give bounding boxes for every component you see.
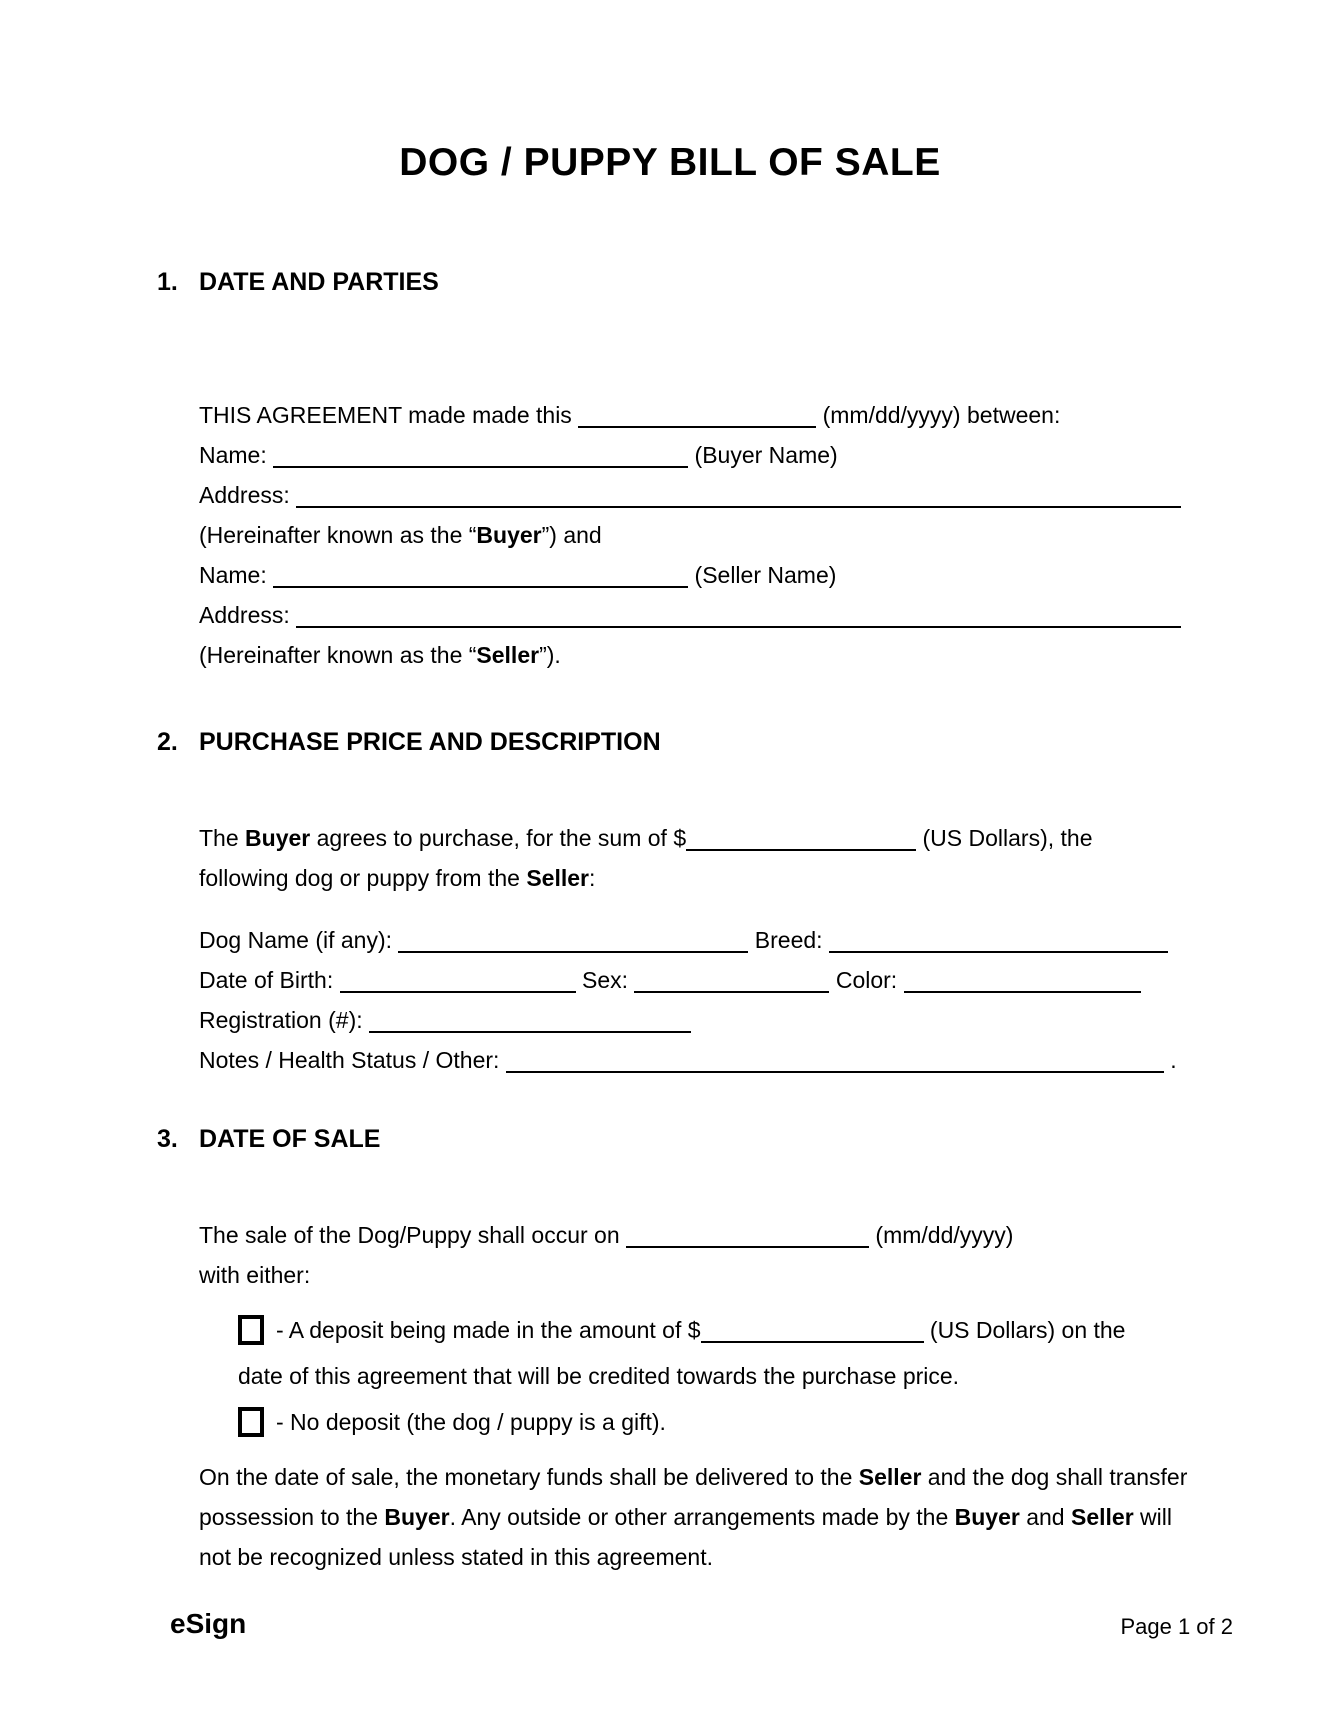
- section-date-and-parties: [0, 268, 1340, 675]
- sections-container: [0, 268, 1340, 1577]
- text-segment: Dog Name (if any):: [199, 927, 399, 953]
- blank-field[interactable]: [296, 606, 1181, 628]
- text-segment: ”) and: [541, 522, 602, 548]
- text-segment: Buyer: [954, 1504, 1020, 1530]
- text-segment: The sale of the Dog/Puppy shall occur on: [199, 1222, 627, 1248]
- text-segment: Name:: [199, 442, 274, 468]
- section-body: [199, 395, 1340, 675]
- checkbox-options: [199, 1307, 1340, 1445]
- text-segment: will not be recognized unless stated in this agreement.: [199, 1504, 1172, 1570]
- text-segment: Registration (#):: [199, 1007, 370, 1033]
- text-segment: Notes / Health Status / Other:: [199, 1047, 506, 1073]
- form-line: [199, 920, 1340, 960]
- blank-field[interactable]: [829, 931, 1168, 953]
- text-segment: Address:: [199, 602, 297, 628]
- form-line: [199, 635, 1340, 675]
- text-segment: Date of Birth:: [199, 967, 340, 993]
- blank-field[interactable]: [273, 446, 688, 468]
- text-segment: Seller: [1070, 1504, 1134, 1530]
- form-line: [238, 1399, 1340, 1445]
- blank-field[interactable]: [578, 406, 816, 428]
- form-line: [199, 1000, 1340, 1040]
- text-segment: Color:: [829, 967, 904, 993]
- text-segment: Seller: [858, 1464, 922, 1490]
- blank-field[interactable]: [904, 971, 1141, 993]
- text-segment: Name:: [199, 562, 274, 588]
- text-segment: Breed:: [748, 927, 829, 953]
- blank-field[interactable]: [686, 829, 916, 851]
- text-segment: (Hereinafter known as the “: [199, 642, 477, 668]
- form-line: [238, 1353, 1340, 1399]
- text-segment: (Hereinafter known as the “: [199, 522, 477, 548]
- text-segment: Buyer: [476, 522, 542, 548]
- section-title: PURCHASE PRICE AND DESCRIPTION: [199, 728, 661, 756]
- section-body: [199, 818, 1340, 1080]
- text-segment: (mm/dd/yyyy): [869, 1222, 1014, 1248]
- section-heading: [157, 268, 1340, 296]
- text-segment: (Buyer Name): [688, 442, 838, 468]
- form-line: [199, 515, 1340, 555]
- section-purchase-price: [0, 728, 1340, 1080]
- blank-field[interactable]: [369, 1011, 691, 1033]
- text-segment: agrees to purchase, for the sum of $: [310, 825, 687, 851]
- text-segment: ”).: [539, 642, 561, 668]
- section-body: [199, 1215, 1340, 1577]
- text-segment: THIS AGREEMENT made made this: [199, 402, 579, 428]
- text-segment: - No deposit (the dog / puppy is a gift).: [276, 1409, 666, 1435]
- text-segment: Buyer: [245, 825, 311, 851]
- section-number: 1.: [157, 268, 178, 296]
- section-title: DATE OF SALE: [199, 1125, 381, 1153]
- form-line: [199, 435, 1340, 475]
- form-line: [238, 1307, 1340, 1353]
- document-title: DOG / PUPPY BILL OF SALE: [399, 141, 941, 184]
- text-segment: date of this agreement that will be credited towards the purchase price.: [238, 1363, 960, 1389]
- esign-logo: eSign: [170, 1608, 247, 1639]
- section-heading: [157, 728, 1340, 756]
- form-line: [199, 395, 1340, 435]
- text-segment: - A deposit being made in the amount of $: [276, 1317, 701, 1343]
- page-number-label: Page 1 of 2: [1120, 1614, 1233, 1639]
- checkbox[interactable]: [238, 1407, 264, 1437]
- text-segment: and: [1019, 1504, 1071, 1530]
- blank-field[interactable]: [701, 1321, 924, 1343]
- blank-field[interactable]: [626, 1226, 869, 1248]
- text-segment: Seller: [526, 865, 589, 891]
- blank-field[interactable]: [340, 971, 576, 993]
- section-number: 3.: [157, 1125, 178, 1153]
- text-segment: :: [588, 865, 596, 891]
- form-line: [199, 1040, 1340, 1080]
- section-title: DATE AND PARTIES: [199, 268, 439, 296]
- blank-field[interactable]: [273, 566, 688, 588]
- text-segment: following dog or puppy from the: [199, 865, 527, 891]
- blank-field[interactable]: [634, 971, 829, 993]
- blank-field[interactable]: [398, 931, 748, 953]
- checkbox[interactable]: [238, 1315, 264, 1345]
- text-segment: Seller: [476, 642, 540, 668]
- text-segment: . Any outside or other arrangements made by the: [449, 1504, 955, 1530]
- form-line: [199, 858, 1340, 898]
- text-segment: The: [199, 825, 246, 851]
- form-line: [199, 1255, 1340, 1295]
- blank-field[interactable]: [296, 486, 1181, 508]
- section-number: 2.: [157, 728, 178, 756]
- form-line: [199, 475, 1340, 515]
- text-segment: Address:: [199, 482, 297, 508]
- form-line: [199, 555, 1340, 595]
- form-line: [199, 818, 1340, 858]
- text-segment: On the date of sale, the monetary funds shall be delivered to the: [199, 1464, 859, 1490]
- text-segment: (US Dollars) on the: [923, 1317, 1126, 1343]
- text-segment: and the dog shall transfer possession to the: [199, 1464, 1188, 1530]
- form-line: [199, 595, 1340, 635]
- form-line: [199, 960, 1340, 1000]
- blank-field[interactable]: [506, 1051, 1164, 1073]
- section-heading: [157, 1125, 1340, 1153]
- text-segment: .: [1163, 1047, 1177, 1073]
- text-segment: Sex:: [575, 967, 635, 993]
- text-segment: Buyer: [384, 1504, 450, 1530]
- paragraph: [199, 1457, 1192, 1577]
- text-segment: with either:: [199, 1262, 311, 1288]
- text-segment: (mm/dd/yyyy) between:: [816, 402, 1061, 428]
- form-line: [199, 1215, 1340, 1255]
- text-segment: (US Dollars), the: [916, 825, 1093, 851]
- text-segment: (Seller Name): [688, 562, 837, 588]
- section-date-of-sale: [0, 1125, 1340, 1577]
